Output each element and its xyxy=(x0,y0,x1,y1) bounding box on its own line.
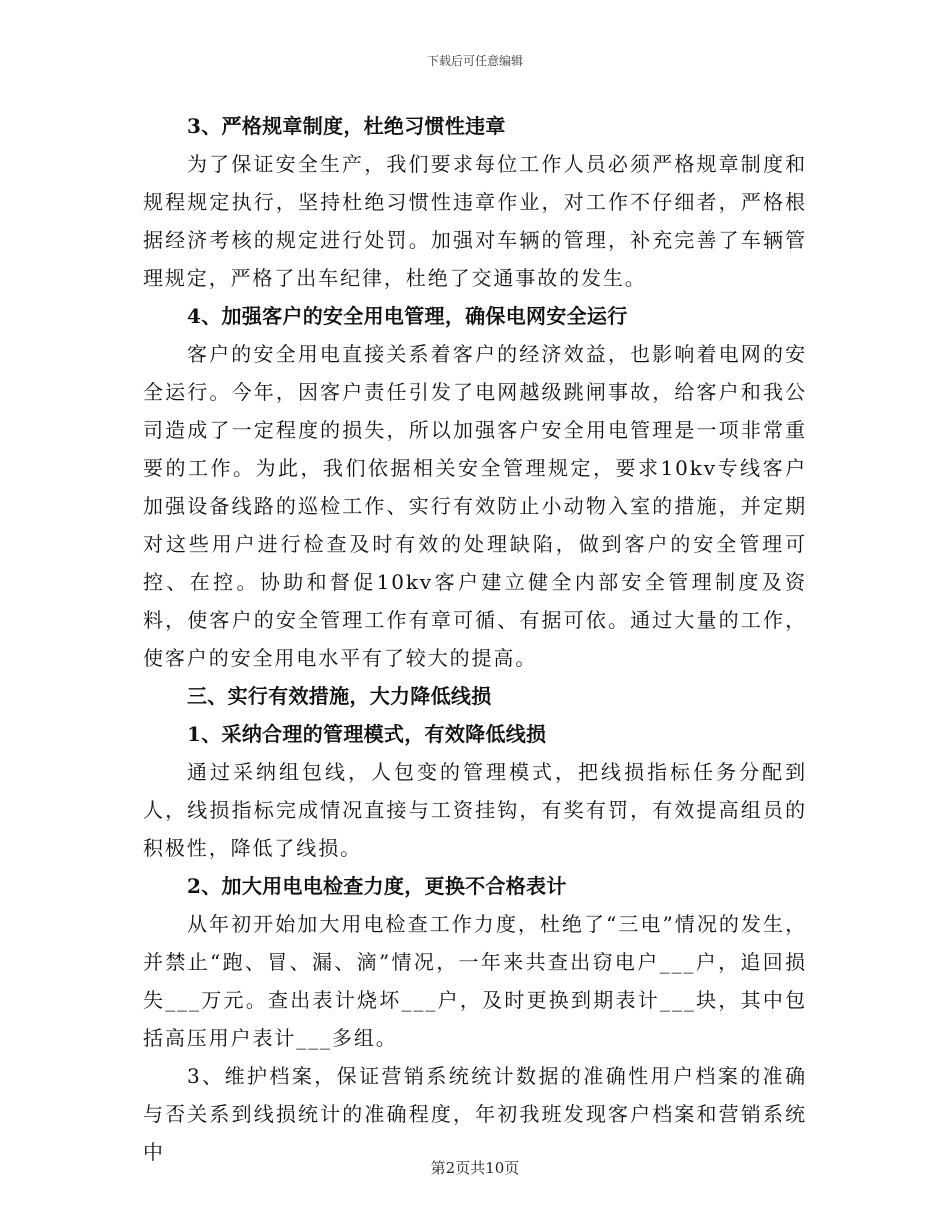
page-header-note: 下载后可任意编辑 xyxy=(426,54,523,68)
paragraph-archives: 3、维护档案，保证营销系统统计数据的准确性用户档案的准确与否关系到线损统计的准确程度，年初我班发现客户档案和营销系统中 xyxy=(143,1064,807,1164)
page-number: 第2页共10页 xyxy=(430,1159,520,1177)
paragraph-management-mode: 通过采纳组包线，人包变的管理模式，把线损指标任务分配到人，线损指标完成情况直接与工资挂钩，有奖有罚，有效提高组员的积极性，降低了线损。 xyxy=(143,760,807,860)
document-body xyxy=(143,107,807,1171)
section-heading-customer-safety: 4、加强客户的安全用电管理，确保电网安全运行 xyxy=(187,304,628,328)
subsection-heading-management-mode: 1、采纳合理的管理模式，有效降低线损 xyxy=(187,722,547,746)
subsection-heading-inspection: 2、加大用电电检查力度，更换不合格表计 xyxy=(187,874,567,898)
paragraph-rules: 为了保证安全生产，我们要求每位工作人员必须严格规章制度和规程规定执行，坚持杜绝习惯性违章作业，对工作不仔细者，严格根据经济考核的规定进行处罚。加强对车辆的管理，补充完善了车辆管理规定，严格了出车纪律，杜绝了交通事故的发生。 xyxy=(143,152,807,290)
section-heading-line-loss: 三、实行有效措施，大力降低线损 xyxy=(187,684,492,708)
section-heading-rules: 3、严格规章制度，杜绝习惯性违章 xyxy=(187,114,506,138)
paragraph-inspection: 从年初开始加大用电检查工作力度，杜绝了“三电”情况的发生，并禁止“跑、冒、漏、滴”情况，一年来共查出窃电户___户，追回损失___万元。查出表计烧坏___户，及时更换到期表计___块，其中包括高压用户表计___多组。 xyxy=(143,912,807,1050)
paragraph-customer-safety: 客户的安全用电直接关系着客户的经济效益，也影响着电网的安全运行。今年，因客户责任引发了电网越级跳闸事故，给客户和我公司造成了一定程度的损失，所以加强客户安全用电管理是一项非常重要的工作。为此，我们依据相关安全管理规定，要求10kv专线客户加强设备线路的巡检工作、实行有效防止小动物入室的措施，并定期对这些用户进行检查及时有效的处理缺陷，做到客户的安全管理可控、在控。协助和督促10kv客户建立健全内部安全管理制度及资料，使客户的安全管理工作有章可循、有据可依。通过大量的工作，使客户的安全用电水平有了较大的提高。 xyxy=(143,342,807,670)
